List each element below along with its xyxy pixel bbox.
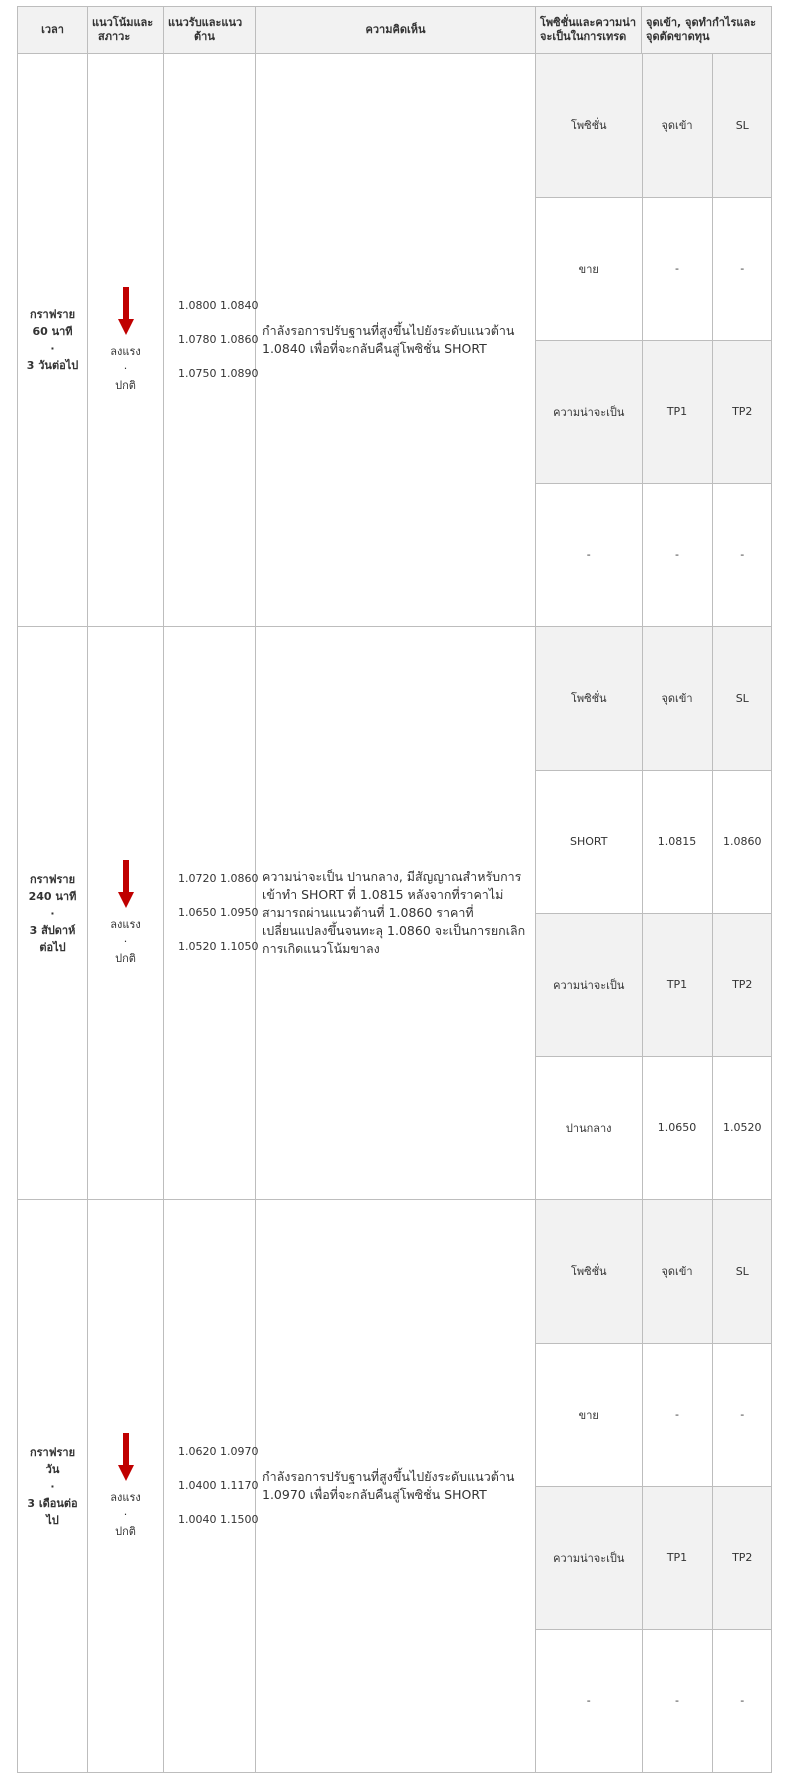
level-row [178,1503,259,1537]
levels-cell [164,54,259,627]
comment-cell: ความน่าจะเป็น ปานกลาง, มีสัญญาณสำหรับการเข้าทำ SHORT ที่ 1.0815 หลังจากที่ราคาไม่สามารถผ่านแนวต้านที่ 1.0860 ราคาที่เปลี่ยนแปลงขึ้นจนทะลุ 1.0860 จะเป็นการยกเลิกการเกิดแนวโน้มขาลง [256,627,536,1200]
resistance-level: 1.0970 [220,1445,259,1458]
trend-strength: ลงแรง [110,1490,141,1504]
probability-label: ความน่าจะเป็น [536,913,642,1056]
tp2-label: TP2 [712,1486,772,1629]
resistance-level: 1.0890 [220,367,259,380]
timeframe-cell: กราฟราย 240 นาที · 3 สัปดาห์ ต่อไป [18,627,88,1200]
resistance-level: 1.1050 [220,940,259,953]
tp2-value: - [712,1629,772,1772]
table-header-row [18,7,772,54]
entry-label: จุดเข้า [642,1200,712,1343]
tp1-value: - [642,1629,712,1772]
position-value: ขาย [536,197,642,340]
header-levels: แนวรับและแนว ต้าน [164,7,256,54]
sl-value: 1.0860 [712,770,772,913]
trend-state: ปกติ [115,1524,136,1538]
tp1-label: TP1 [642,340,712,483]
support-level: 1.0720 [178,872,217,885]
table-row [18,54,772,627]
level-row [178,862,259,896]
probability-label: ความน่าจะเป็น [536,1486,642,1629]
timeframe-cell: กราฟราย 60 นาที · 3 วันต่อไป [18,54,88,627]
header-position: โพซิชั่นและความน่า จะเป็นในการเทรด [536,7,642,54]
comment-cell: กำลังรอการปรับฐานที่สูงขึ้นไปยังระดับแนวต้าน 1.0840 เพื่อที่จะกลับคืนสู่โพซิชั่น SHORT [256,54,536,627]
trend-cell: ลงแรง · ปกติ [88,54,164,627]
trend-state: ปกติ [115,951,136,965]
trend-strength: ลงแรง [110,344,141,358]
probability-value: - [536,483,642,626]
resistance-level: 1.0950 [220,906,259,919]
header-targets: จุดเข้า, จุดทำกำไรและ จุดตัดขาดทุน [642,7,772,54]
tp1-value: - [642,483,712,626]
sl-label: SL [712,1200,772,1343]
levels-cell [164,1200,259,1773]
tp2-label: TP2 [712,913,772,1056]
trend-cell: ลงแรง · ปกติ [88,627,164,1200]
table-row [18,1200,772,1773]
tp1-value: 1.0650 [642,1056,712,1199]
header-time: เวลา [18,7,88,54]
sl-label: SL [712,627,772,770]
entry-value: 1.0815 [642,770,712,913]
level-row [178,289,259,323]
tp1-label: TP1 [642,1486,712,1629]
table-row [18,627,772,1200]
position-cell [536,627,772,1200]
level-row [178,357,259,391]
position-table [536,627,772,1199]
sl-value: - [712,197,772,340]
header-trend: แนวโน้มและ สภาวะ [88,7,164,54]
resistance-level: 1.1500 [220,1513,259,1526]
resistance-level: 1.0840 [220,299,259,312]
position-cell [536,1200,772,1773]
tp2-value: - [712,483,772,626]
trend-cell: ลงแรง · ปกติ [88,1200,164,1773]
resistance-level: 1.1170 [220,1479,259,1492]
arrow-down-icon [118,1433,134,1481]
tp2-value: 1.0520 [712,1056,772,1199]
entry-label: จุดเข้า [642,627,712,770]
support-level: 1.0650 [178,906,217,919]
probability-value: - [536,1629,642,1772]
arrow-down-icon [118,287,134,335]
level-row [178,930,259,964]
resistance-level: 1.0860 [220,872,259,885]
level-row [178,896,259,930]
position-cell [536,54,772,627]
timeframe-cell: กราฟราย วัน · 3 เดือนต่อ ไป [18,1200,88,1773]
support-level: 1.0800 [178,299,217,312]
position-label: โพซิชั่น [536,1200,642,1343]
sl-label: SL [712,54,772,197]
tp2-label: TP2 [712,340,772,483]
arrow-down-icon [118,860,134,908]
trend-strength: ลงแรง [110,917,141,931]
level-row [178,1435,259,1469]
position-table [536,1200,772,1772]
levels-cell [164,627,259,1200]
support-level: 1.0750 [178,367,217,380]
level-row [178,1469,259,1503]
position-label: โพซิชั่น [536,54,642,197]
probability-value: ปานกลาง [536,1056,642,1199]
entry-value: - [642,197,712,340]
trend-state: ปกติ [115,378,136,392]
support-level: 1.0040 [178,1513,217,1526]
entry-label: จุดเข้า [642,54,712,197]
position-table [536,54,772,626]
support-level: 1.0780 [178,333,217,346]
support-level: 1.0400 [178,1479,217,1492]
support-level: 1.0620 [178,1445,217,1458]
entry-value: - [642,1343,712,1486]
comment-cell: กำลังรอการปรับฐานที่สูงขึ้นไปยังระดับแนวต้าน 1.0970 เพื่อที่จะกลับคืนสู่โพซิชั่น SHORT [256,1200,536,1773]
support-level: 1.0520 [178,940,217,953]
position-label: โพซิชั่น [536,627,642,770]
forecast-table [17,6,772,1773]
header-comment: ความคิดเห็น [256,7,536,54]
probability-label: ความน่าจะเป็น [536,340,642,483]
resistance-level: 1.0860 [220,333,259,346]
position-value: ขาย [536,1343,642,1486]
position-value: SHORT [536,770,642,913]
level-row [178,323,259,357]
tp1-label: TP1 [642,913,712,1056]
sl-value: - [712,1343,772,1486]
